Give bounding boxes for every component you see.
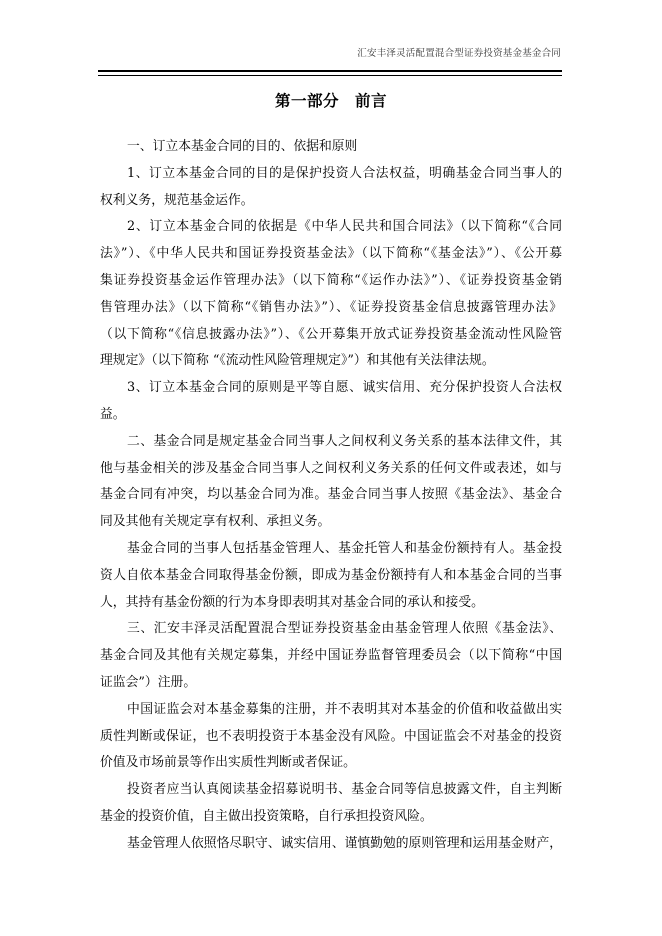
paragraph-line: 基金合同有冲突，均以基金合同为准。基金合同当事人按照《基金法》、基金合 [100, 487, 562, 503]
body-text [100, 134, 562, 858]
paragraph-line: 他与基金相关的涉及基金合同当事人之间权利义务关系的任何文件或表述，如与 [100, 460, 562, 476]
paragraph-line: （以下简称“《信息披露办法》”）、《公开募集开放式证券投资基金流动性风险管 [100, 326, 562, 342]
paragraph-line: 资人自依本基金合同取得基金份额，即成为基金份额持有人和本基金合同的当事 [100, 567, 562, 583]
section-title: 第一部分 前言 [274, 91, 387, 110]
paragraph-line: 质性判断或保证，也不表明投资于本基金没有风险。中国证监会不对基金的投资 [100, 728, 562, 744]
paragraph-line: 二、基金合同是规定基金合同当事人之间权利义务关系的基本法律文件，其 [127, 433, 562, 449]
paragraph-line: 3、订立本基金合同的原则是平等自愿、诚实信用、充分保护投资人合法权 [127, 380, 562, 396]
paragraph-line: 基金的投资价值，自主做出投资策略，自行承担投资风险。 [100, 808, 433, 824]
paragraph-line: 1、订立本基金合同的目的是保护投资人合法权益，明确基金合同当事人的 [127, 165, 562, 181]
paragraph-line: 益。 [100, 406, 126, 422]
paragraph-line: 理规定》（以下简称 “《流动性风险管理规定》”）和其他有关法律法规。 [100, 353, 495, 369]
paragraph-line: 基金合同及其他有关规定募集，并经中国证券监督管理委员会（以下简称“中国 [100, 648, 562, 664]
paragraph-line: 一、订立本基金合同的目的、依据和原则 [127, 139, 358, 154]
paragraph-line: 基金合同的当事人包括基金管理人、基金托管人和基金份额持有人。基金投 [127, 540, 562, 556]
paragraph-line: 价值及市场前景等作出实质性判断或者保证。 [100, 755, 356, 771]
paragraph-line: 三、汇安丰泽灵活配置混合型证券投资基金由基金管理人依照《基金法》、 [127, 621, 562, 637]
paragraph-line: 售管理办法》（以下简称“《销售办法》”）、《证券投资基金信息披露管理办法》 [100, 299, 562, 315]
paragraph-line: 人，其持有基金份额的行为本身即表明其对基金合同的承认和接受。 [100, 594, 484, 610]
paragraph-line: 投资者应当认真阅读基金招募说明书、基金合同等信息披露文件，自主判断 [127, 782, 562, 798]
paragraph-line: 同及其他有关规定享有权利、承担义务。 [100, 514, 331, 530]
paragraph-line: 证监会”）注册。 [100, 674, 197, 690]
paragraph-line: 中国证监会对本基金募集的注册，并不表明其对本基金的价值和收益做出实 [127, 701, 562, 717]
paragraph-line: 2、订立本基金合同的依据是《中华人民共和国合同法》（以下简称“《合同 [127, 219, 562, 235]
paragraph-line: 权利义务，规范基金运作。 [100, 192, 254, 208]
header-rule-thick [98, 70, 562, 72]
paragraph-line: 基金管理人依照恪尽职守、诚实信用、谨慎勤勉的原则管理和运用基金财产， [127, 835, 562, 851]
header-rule-thin [98, 75, 562, 76]
running-header: 汇安丰泽灵活配置混合型证券投资基金基金合同 [357, 48, 561, 59]
paragraph-line: 法》”）、《中华人民共和国证券投资基金法》（以下简称“《基金法》”）、《公开募 [100, 246, 562, 262]
paragraph-line: 集证券投资基金运作管理办法》（以下简称“《运作办法》”）、《证券投资基金销 [100, 272, 562, 288]
